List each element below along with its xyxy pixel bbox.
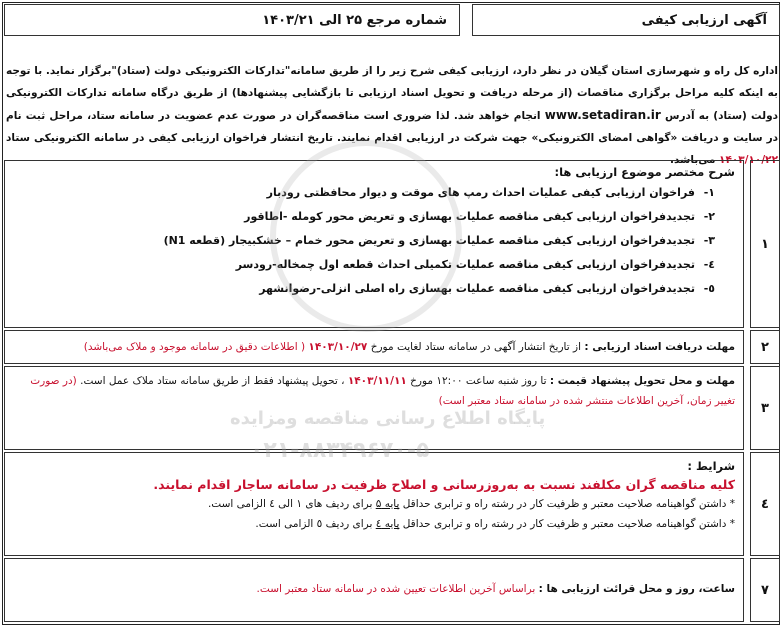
- intro-paragraph: [6, 60, 779, 166]
- section-1-number: ۱: [750, 160, 780, 328]
- section-4-number: ٤: [750, 452, 780, 556]
- condition-item: * داشتن گواهینامه صلاحیت معتبر و ظرفیت کار در رشته راه و ترابری حداقل پایه ۵ برای ردیف های ۱ الی ٤ الزامی است.: [207, 498, 735, 510]
- notice-title-text: آگهی ارزیابی کیفی: [641, 12, 767, 28]
- section-4-box: [4, 452, 744, 556]
- watermark-phone: ۰۲۱-۸۸۳۴۹۶۷۰-۵: [250, 438, 430, 463]
- condition-item: * داشتن گواهینامه صلاحیت معتبر و ظرفیت کار در رشته راه و ترابری حداقل پایه ٤ برای ردیف ٥ الزامی است.: [255, 518, 735, 530]
- notice-title: [472, 4, 780, 36]
- section-5-box: [4, 558, 744, 622]
- section-1-box: [4, 160, 744, 328]
- section-2-number: ۲: [750, 330, 780, 364]
- conditions-main: کلیه مناقصه گران مکلفند نسبت به به‌روزرسانی و اصلاح ظرفیت در سامانه ساجار اقدام نمایند.: [153, 477, 735, 492]
- section-1-title: شرح مختصر موضوع ارزیابی ها:: [554, 165, 735, 179]
- list-item: ۲-تجدیدفراخوان ارزیابی کیفی مناقصه عملیات بهسازی و تعریض محور کومله -اطاقور: [244, 210, 715, 223]
- section-2-box: [4, 330, 744, 364]
- reference-number-text: شماره مرجع ۲۵ الی ۱۴۰۳/۲۱: [262, 12, 447, 28]
- watermark-text: پایگاه اطلاع رسانی مناقصه ومزایده: [230, 408, 546, 429]
- document-deadline-date: ۱۴۰۳/۱۰/۲۷: [308, 341, 368, 353]
- submission-deadline-date: ۱۴۰۳/۱۱/۱۱: [347, 375, 407, 387]
- setad-url-link[interactable]: www.setadiran.ir: [544, 108, 661, 122]
- list-item: ۳-تجدیدفراخوان ارزیابی کیفی مناقصه عملیات بهسازی و تعریض محور خمام – خشکبیجار (قطعه N1): [163, 234, 715, 247]
- section-3-box: [4, 366, 744, 450]
- section-3-number: ۳: [750, 366, 780, 450]
- publish-date: ۱۴۰۳/۱۰/۲۲: [719, 154, 778, 166]
- submission-deadline: مهلت و محل تحویل پیشنهاد قیمت : تا روز شنبه ساعت ۱۲:۰۰ مورخ ۱۴۰۳/۱۱/۱۱ ، تحویل پیشنهاد فقط از طریق سامانه ستاد ملاک عمل است. (در صورت تغییر زمان، آخرین اطلاعات منتشر شده در سامانه ستاد معتبر است): [30, 375, 735, 407]
- tender-list: [5, 181, 743, 301]
- opening-info: ساعت، روز و محل قرائت ارزیابی ها : براساس آخرین اطلاعات تعیین شده در سامانه ستاد معتبر است.: [256, 583, 735, 595]
- list-item: ٤-تجدیدفراخوان ارزیابی کیفی مناقصه عملیات تکمیلی احداث قطعه اول چمخاله-رودسر: [235, 258, 715, 271]
- reference-number: [4, 4, 460, 36]
- document-deadline: مهلت دریافت اسناد ارزیابی : از تاریخ انتشار آگهی در سامانه ستاد لغایت مورخ ۱۴۰۳/۱۰/۲۷ ( اطلاعات دقیق در سامانه موجود و ملاک می‌باشد): [83, 341, 735, 353]
- conditions-heading: شرایط :: [687, 459, 735, 473]
- intro-text-2: انجام خواهد شد. لذا ضروری است مناقصه‌گران در صورت عدم عضویت در سامانه ستاد، مراحل ثبت نام در سایت و دریافت «گواهی امضای الکترونیکی» جهت شرکت در ارزیابی اقدام نمایند. تاریخ انتشار فراخوان ارزیابی کیفی در سامانه الکترونیکی ستاد: [6, 110, 778, 144]
- intro-text-1: اداره کل راه و شهرسازی استان گیلان در نظر دارد، ارزیابی کیفی شرح زیر را از طریق سامانه"تدارکات الکترونیکی دولت (ستاد)"برگزار نماید. با توجه به اینکه کلیه مراحل برگزاری مناقصات (از مرحله دریافت و تحویل اسناد ارزیابی تا بازگشایی پیشنهادها) از طریق درگاه سامانه تدارکات الکترونیکی دولت (ستاد) به آدرس: [6, 65, 779, 122]
- list-item: ٥-تجدیدفراخوان ارزیابی کیفی مناقصه عملیات بهسازی راه اصلی انزلی-رضوانشهر: [259, 282, 715, 295]
- section-5-number: ۷: [750, 558, 780, 622]
- list-item: ۱-فراخوان ارزیابی کیفی عملیات احداث رمپ های موقت و دیوار محافظتی رودبار: [266, 186, 715, 199]
- intro-text-3: می‌باشد.: [670, 154, 716, 166]
